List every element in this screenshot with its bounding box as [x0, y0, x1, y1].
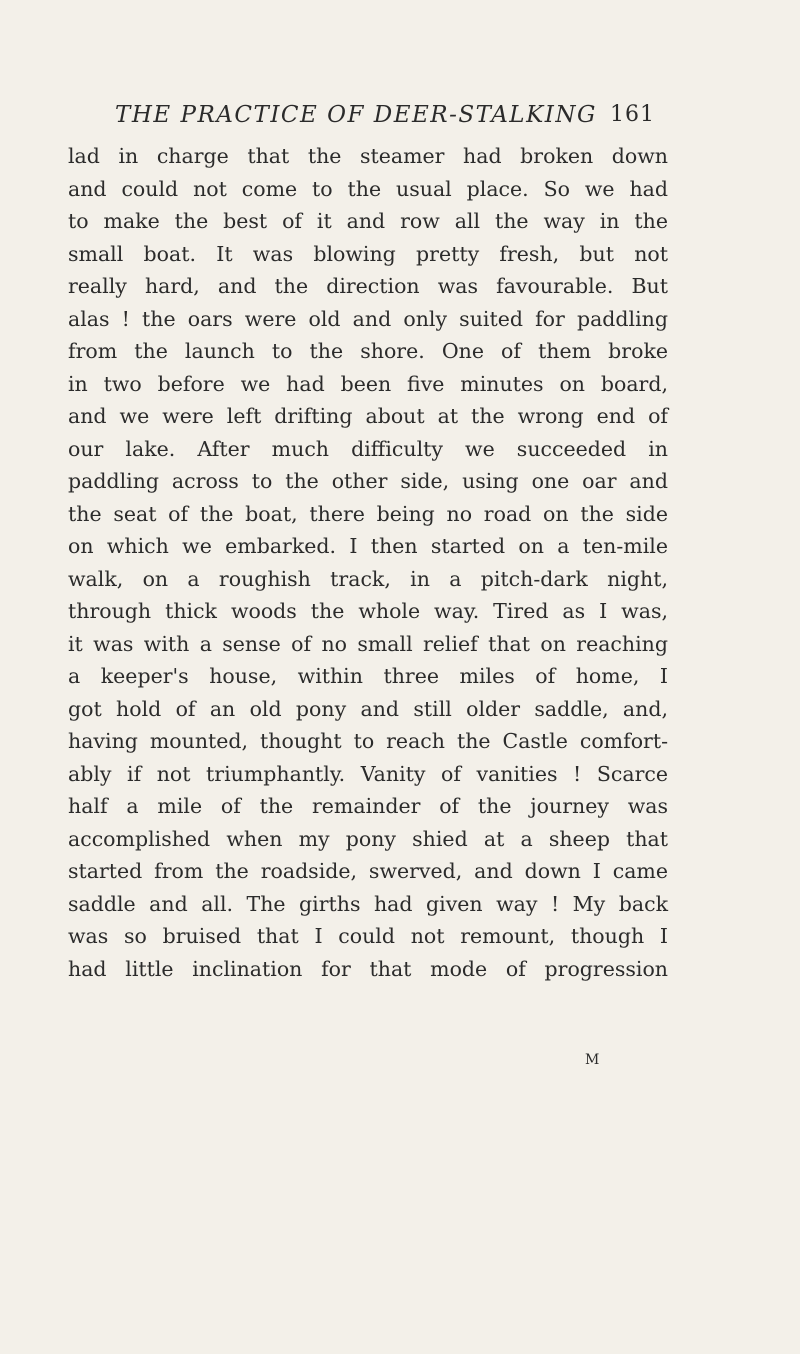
- running-head: [115, 102, 655, 142]
- text-line: it was with a sense of no small relief that on reaching: [68, 631, 668, 656]
- text-line: lad in charge that the steamer had broken down: [68, 144, 668, 168]
- text-line: started from the roadside, swerved, and down I came: [68, 859, 668, 883]
- running-title: THE PRACTICE OF DEER-STALKING: [115, 102, 597, 128]
- text-line: had little inclination for that mode of progression: [68, 956, 668, 981]
- signature-mark: M: [585, 1052, 601, 1068]
- text-line: alas ! the oars were old and only suited for paddling: [68, 306, 668, 331]
- text-line: paddling across to the other side, using one oar and: [68, 469, 668, 493]
- text-line: ably if not triumphantly. Vanity of vanities ! Scarce: [68, 761, 668, 786]
- text-line: our lake. After much difficulty we succeeded in: [68, 436, 668, 461]
- text-line: really hard, and the direction was favourable. But: [68, 274, 668, 298]
- text-line: having mounted, thought to reach the Castle comfort-: [68, 729, 668, 753]
- text-line: and could not come to the usual place. So we had: [68, 176, 668, 201]
- body-text: [68, 140, 668, 985]
- text-line: the seat of the boat, there being no road on the side: [68, 501, 668, 526]
- text-line: through thick woods the whole way. Tired as I was,: [68, 599, 668, 623]
- text-line: half a mile of the remainder of the journey was: [68, 794, 668, 818]
- text-line: from the launch to the shore. One of them broke: [68, 339, 668, 363]
- text-line: to make the best of it and row all the way in the: [68, 209, 668, 233]
- text-line: and we were left drifting about at the wrong end of: [68, 404, 668, 428]
- text-line: a keeper's house, within three miles of home, I: [68, 664, 668, 688]
- text-line: was so bruised that I could not remount, though I: [68, 924, 668, 948]
- page-number: 161: [610, 102, 655, 127]
- text-line: saddle and all. The girths had given way ! My back: [68, 891, 668, 916]
- text-line: on which we embarked. I then started on a ten-mile: [68, 534, 668, 558]
- text-line: small boat. It was blowing pretty fresh, but not: [68, 241, 668, 266]
- text-line: in two before we had been five minutes on board,: [68, 371, 668, 396]
- text-line: accomplished when my pony shied at a sheep that: [68, 826, 668, 851]
- text-line: walk, on a roughish track, in a pitch-dark night,: [68, 566, 668, 591]
- text-line: got hold of an old pony and still older saddle, and,: [68, 696, 668, 721]
